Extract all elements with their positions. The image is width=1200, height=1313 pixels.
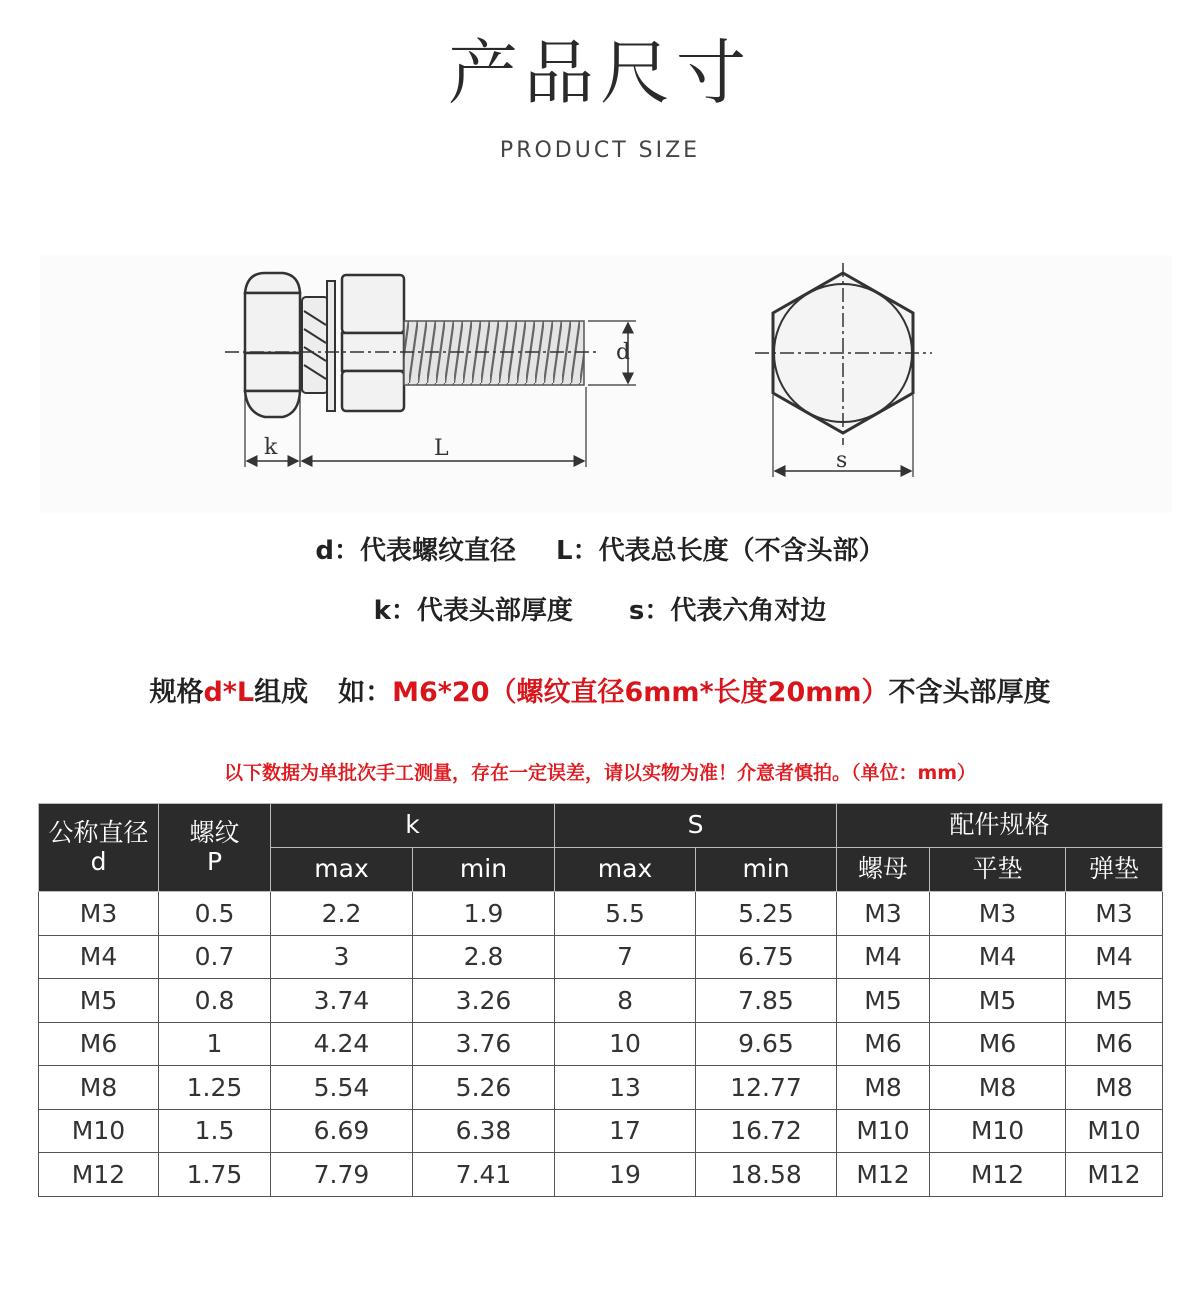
- table-cell: 3.74: [271, 979, 413, 1023]
- bolt-head: [245, 273, 300, 417]
- header-diameter: 公称直径 d: [39, 804, 159, 892]
- table-cell: 9.65: [696, 1022, 837, 1066]
- table-row: [39, 979, 1163, 1023]
- table-cell: M12: [1066, 1153, 1163, 1197]
- table-cell: 6.75: [696, 935, 837, 979]
- table-cell: 2.2: [271, 892, 413, 936]
- table-cell: 19: [555, 1153, 696, 1197]
- table-cell: 1.9: [413, 892, 555, 936]
- table-cell: M3: [837, 892, 930, 936]
- label-k: k: [264, 435, 278, 460]
- spec-suffix: 不含头部厚度: [888, 677, 1051, 708]
- spec-example: M6*20（螺纹直径6mm*长度20mm）: [392, 677, 889, 708]
- table-row: [39, 935, 1163, 979]
- table-cell: 17: [555, 1109, 696, 1153]
- table-cell: M12: [930, 1153, 1066, 1197]
- table-cell: M12: [837, 1153, 930, 1197]
- hex-head-front: [755, 263, 932, 477]
- table-cell: M3: [1066, 892, 1163, 936]
- table-cell: 0.8: [159, 979, 271, 1023]
- size-table: [38, 803, 1163, 1197]
- table-row: [39, 1153, 1163, 1197]
- table-cell: M10: [1066, 1109, 1163, 1153]
- table-cell: M5: [39, 979, 159, 1023]
- label-s: s: [836, 448, 848, 473]
- page-title: 产品尺寸: [448, 32, 752, 114]
- bolt-drawing: [40, 255, 1172, 513]
- table-cell: M4: [39, 935, 159, 979]
- header-k-max: max: [271, 848, 413, 892]
- table-cell: M5: [1066, 979, 1163, 1023]
- table-cell: M8: [930, 1066, 1066, 1110]
- table-cell: M10: [39, 1109, 159, 1153]
- table-cell: 8: [555, 979, 696, 1023]
- table-row: [39, 1066, 1163, 1110]
- legend-row-1: [0, 530, 1200, 567]
- header-k-min: min: [413, 848, 555, 892]
- header-parts: 配件规格: [837, 804, 1163, 848]
- spring-washer: [302, 297, 328, 393]
- header-spring-washer: 弹垫: [1066, 848, 1163, 892]
- table-cell: 12.77: [696, 1066, 837, 1110]
- table-cell: 5.26: [413, 1066, 555, 1110]
- table-cell: M5: [837, 979, 930, 1023]
- table-cell: 1: [159, 1022, 271, 1066]
- table-cell: 3: [271, 935, 413, 979]
- table-cell: M12: [39, 1153, 159, 1197]
- table-cell: M4: [1066, 935, 1163, 979]
- table-cell: M5: [930, 979, 1066, 1023]
- spec-dl: d*L: [203, 677, 255, 708]
- table-cell: 3.76: [413, 1022, 555, 1066]
- table-cell: 0.7: [159, 935, 271, 979]
- legend-L: L：代表总长度（不含头部）: [556, 536, 885, 566]
- thread-shank: [404, 321, 584, 385]
- legend-s: s：代表六角对边: [628, 596, 827, 626]
- spec-example-prefix: 如：: [338, 677, 393, 708]
- table-cell: 1.5: [159, 1109, 271, 1153]
- table-cell: 7.85: [696, 979, 837, 1023]
- table-cell: M8: [1066, 1066, 1163, 1110]
- table-cell: 6.38: [413, 1109, 555, 1153]
- table-cell: M3: [39, 892, 159, 936]
- table-cell: M3: [930, 892, 1066, 936]
- legend-row-2: [0, 590, 1200, 627]
- header-nut: 螺母: [837, 848, 930, 892]
- flat-washer: [327, 281, 335, 411]
- table-cell: 2.8: [413, 935, 555, 979]
- label-d: d: [616, 340, 631, 365]
- table-cell: 4.24: [271, 1022, 413, 1066]
- table-row: [39, 1109, 1163, 1153]
- spec-description: [0, 670, 1200, 709]
- label-L: L: [434, 436, 449, 461]
- table-cell: 5.25: [696, 892, 837, 936]
- table-cell: 7: [555, 935, 696, 979]
- header-s-min: min: [696, 848, 837, 892]
- table-cell: 3.26: [413, 979, 555, 1023]
- table-cell: M4: [930, 935, 1066, 979]
- table-row: [39, 1022, 1163, 1066]
- table-cell: M10: [837, 1109, 930, 1153]
- spec-prefix: 规格: [149, 677, 204, 708]
- table-cell: 0.5: [159, 892, 271, 936]
- header-flat-washer: 平垫: [930, 848, 1066, 892]
- header-s: S: [555, 804, 837, 848]
- table-cell: 16.72: [696, 1109, 837, 1153]
- table-cell: 5.5: [555, 892, 696, 936]
- table-cell: 10: [555, 1022, 696, 1066]
- table-cell: 1.25: [159, 1066, 271, 1110]
- table-cell: 13: [555, 1066, 696, 1110]
- bolt-diagram: [40, 255, 1172, 513]
- legend-k: k：代表头部厚度: [373, 596, 573, 626]
- table-cell: M6: [837, 1022, 930, 1066]
- table-row: [39, 892, 1163, 936]
- nut: [342, 275, 404, 411]
- table-cell: 7.79: [271, 1153, 413, 1197]
- header-s-max: max: [555, 848, 696, 892]
- spec-mid: 组成: [254, 677, 309, 708]
- table-cell: M10: [930, 1109, 1066, 1153]
- table-cell: M6: [1066, 1022, 1163, 1066]
- table-cell: M6: [930, 1022, 1066, 1066]
- table-cell: 1.75: [159, 1153, 271, 1197]
- table-cell: M6: [39, 1022, 159, 1066]
- table-cell: 7.41: [413, 1153, 555, 1197]
- table-cell: M4: [837, 935, 930, 979]
- table-cell: 18.58: [696, 1153, 837, 1197]
- table-cell: 6.69: [271, 1109, 413, 1153]
- table-cell: M8: [837, 1066, 930, 1110]
- page-subtitle: PRODUCT SIZE: [499, 138, 701, 163]
- header-pitch: 螺纹 P: [159, 804, 271, 892]
- legend-d: d：代表螺纹直径: [315, 536, 517, 566]
- table-cell: M8: [39, 1066, 159, 1110]
- table-cell: 5.54: [271, 1066, 413, 1110]
- header-k: k: [271, 804, 555, 848]
- measurement-notice: 以下数据为单批次手工测量，存在一定误差，请以实物为准！介意者慎拍。（单位：mm）: [223, 762, 977, 784]
